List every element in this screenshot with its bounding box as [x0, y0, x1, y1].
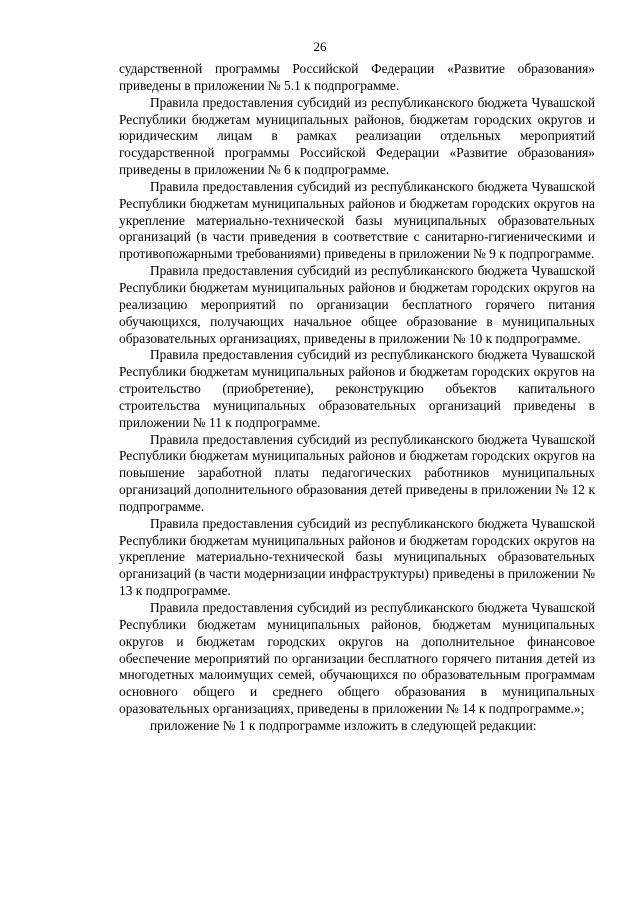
paragraph-continuation: сударственной программы Российской Федерации «Развитие образования» приведены в приложении № 5.1 к подпрограмме.: [119, 61, 595, 93]
paragraph-rules-appendix-14: Правила предоставления субсидий из республиканского бюджета Чувашской Республики бюджетам муниципальных районов, бюджетам муниципальных округов и бюджетам городских округов на дополнительное финансовое обеспечение мероприятий по организации бесплатного горячего питания детей из многодетных малоимущих семей, обучающихся по образовательным программам основного общего и среднего общего образования в муниципальных оразовательных организациях, приведены в приложении № 14 к подпрограмме.»;: [119, 600, 595, 717]
paragraph-rules-appendix-10: Правила предоставления субсидий из республиканского бюджета Чувашской Республики бюджетам муниципальных районов и бюджетам городских округов на реализацию мероприятий по организации бесплатного горячего питания обучающихся, получающих начальное общее образование в муниципальных образовательных организациях, приведены в приложении № 10 к подпрограмме.: [119, 263, 595, 346]
paragraph-appendix-1-instruction: приложение № 1 к подпрограмме изложить в следующей редакции:: [150, 717, 537, 733]
paragraph-rules-appendix-13: Правила предоставления субсидий из республиканского бюджета Чувашской Республики бюджетам муниципальных районов и бюджетам городских округов на укрепление материально-технической базы муниципальных образовательных организаций (в части модернизации инфраструктуры) приведены в приложении № 13 к подпрограмме.: [119, 515, 595, 599]
paragraph-rules-appendix-12: Правила предоставления субсидий из республиканского бюджета Чувашской Республики бюджетам муниципальных районов и бюджетам городских округов на повышение заработной платы педагогических работников муниципальных организаций дополнительного образования детей приведены в приложении № 12 к подпрограмме.: [119, 431, 595, 514]
paragraph-rules-appendix-6: Правила предоставления субсидий из республиканского бюджета Чувашской Республики бюджетам муниципальных районов, бюджетам городских округов и юридическим лицам в рамках реализации отдельных мероприятий государственной программы Российской Федерации «Развитие образования» приведены в приложении № 6 к подпрограмме.: [119, 94, 595, 178]
paragraph-rules-appendix-11: Правила предоставления субсидий из республиканского бюджета Чувашской Республики бюджетам муниципальных районов и бюджетам городских округов на строительство (приобретение), реконструкцию объектов капитального строительства муниципальных образовательных организаций приведены в приложении № 11 к подпрограмме.: [119, 347, 595, 430]
paragraph-rules-appendix-9: Правила предоставления субсидий из республиканского бюджета Чувашской Республики бюджетам муниципальных районов и бюджетам городских округов на укрепление материально-технической базы муниципальных образовательных организаций (в части приведения в соответствие с санитарно-гигиеническими и противопожарными требованиями) приведены в приложении № 9 к подпрограмме.: [119, 178, 595, 262]
document-body: [119, 61, 595, 735]
page-number: 26: [313, 39, 327, 54]
